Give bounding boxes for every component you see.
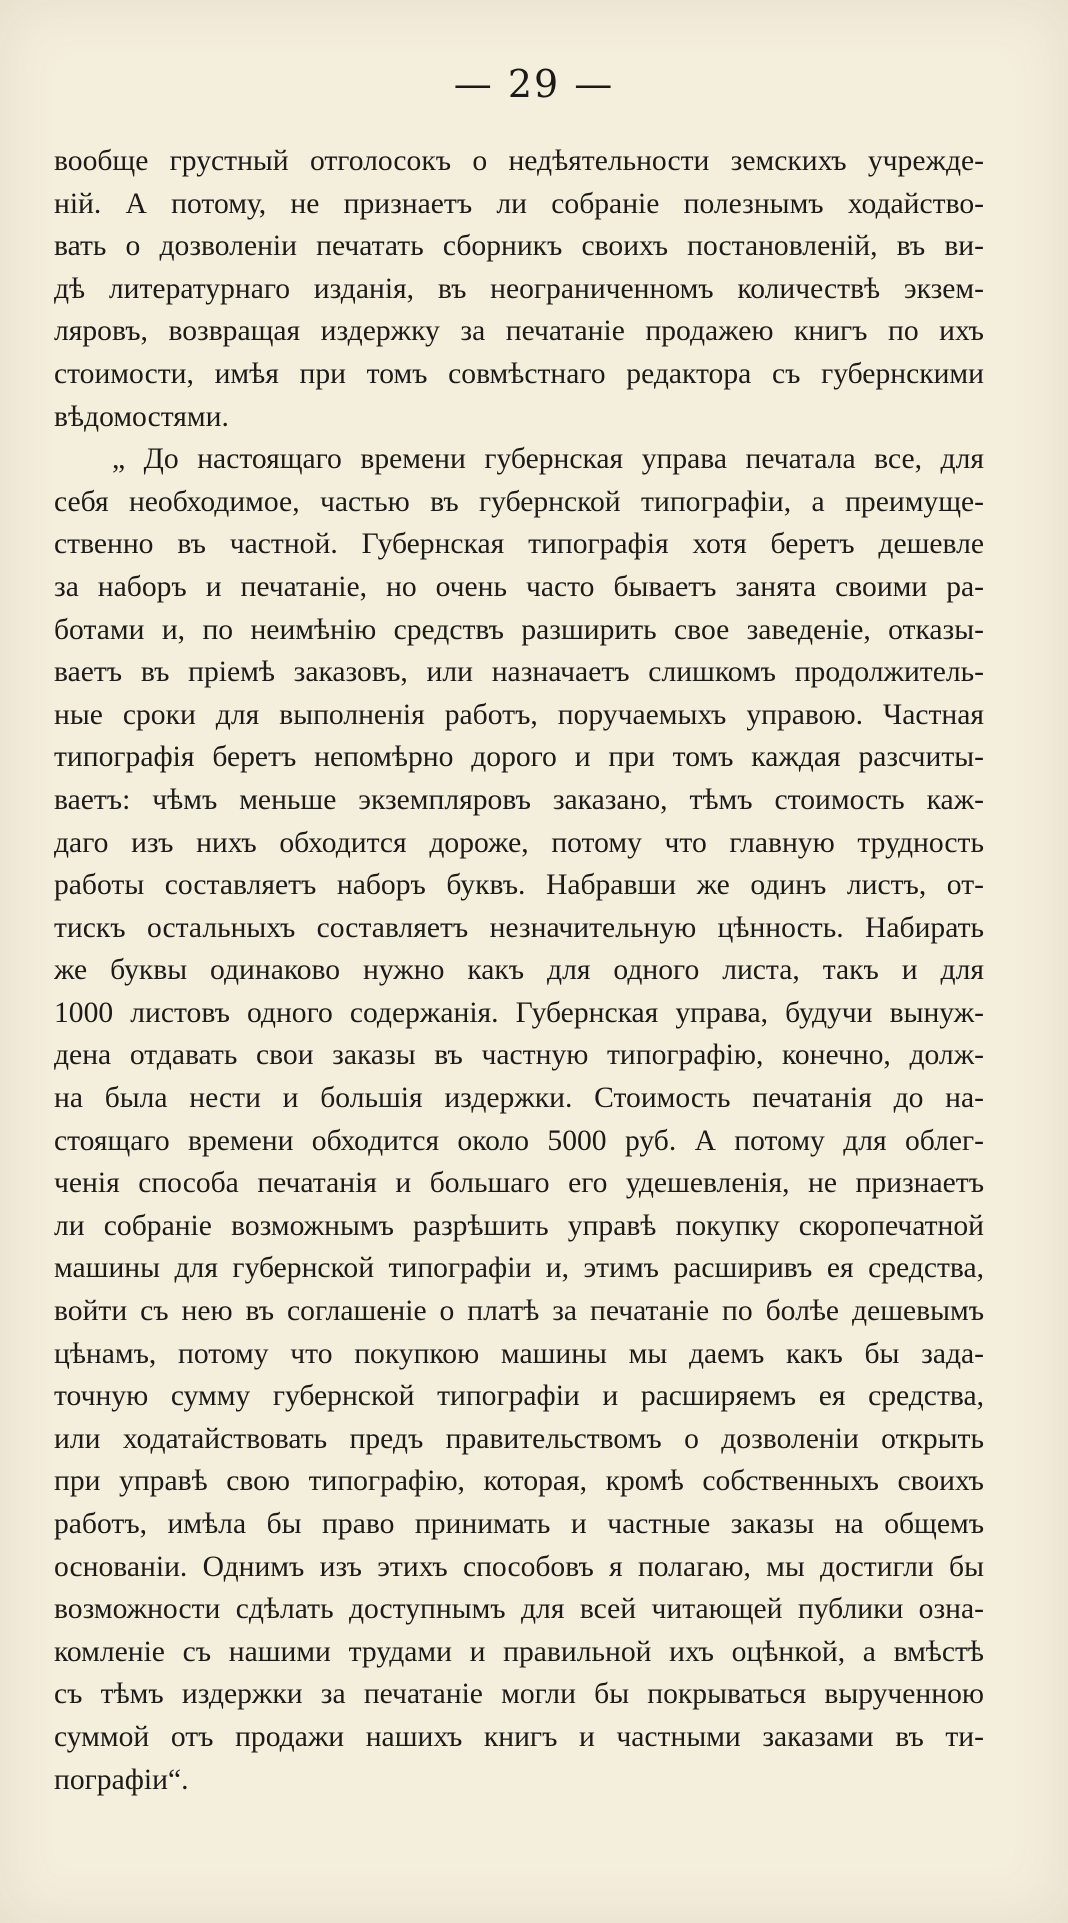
text-line: ваетъ въ пріемѣ заказовъ, или назначаетъ слишкомъ продолжитель-	[54, 656, 984, 689]
text-line: „ До настоящаго времени губернская управа печатала все, для	[112, 443, 984, 476]
text-line: цѣнамъ, потому что покупкою машины мы даемъ какъ бы зада-	[54, 1337, 984, 1370]
text-line: пографіи“.	[54, 1763, 189, 1796]
text-line: работы составляетъ наборъ буквъ. Набравши же одинъ листъ, от-	[54, 869, 984, 902]
text-line: возможности сдѣлать доступнымъ для всей читающей публики озна-	[54, 1593, 984, 1626]
text-line: же буквы одинаково нужно какъ для одного листа, такъ и для	[54, 954, 984, 987]
text-line: тискъ остальныхъ составляетъ незначительную цѣнность. Набирать	[54, 911, 984, 944]
text-line: войти съ нею въ соглашеніе о платѣ за печатаніе по болѣе дешевымъ	[54, 1295, 984, 1328]
text-line: стоящаго времени обходится около 5000 руб. А потому для облег-	[54, 1124, 984, 1157]
text-line: ляровъ, возвращая издержку за печатаніе продажею книгъ по ихъ	[54, 315, 984, 348]
text-line: на была нести и большія издержки. Стоимость печатанія до на-	[54, 1082, 984, 1115]
text-line: ченія способа печатанія и большаго его удешевленія, не признаетъ	[54, 1167, 984, 1200]
text-line: или ходатайствовать предъ правительствомъ о дозволеніи открыть	[54, 1422, 984, 1455]
text-line: ственно въ частной. Губернская типографія хотя беретъ дешевле	[54, 528, 984, 561]
text-line: дѣ литературнаго изданія, въ неограниченномъ количествѣ экзем-	[54, 272, 984, 305]
text-line: ли собраніе возможнымъ разрѣшить управѣ покупку скоропечатной	[54, 1209, 984, 1242]
text-line: машины для губернской типографіи и, этимъ расширивъ ея средства,	[54, 1252, 984, 1285]
text-line: вать о дозволеніи печатать сборникъ своихъ постановленій, въ ви-	[54, 230, 984, 263]
text-line: типографія беретъ непомѣрно дорого и при томъ каждая разсчиты-	[54, 741, 984, 774]
text-line: ные сроки для выполненія работъ, поручаемыхъ управою. Частная	[54, 698, 984, 731]
text-line: ботами и, по неимѣнію средствъ разширить свое заведеніе, отказы-	[54, 613, 984, 646]
text-line: вообще грустный отголосокъ о недѣятельности земскихъ учрежде-	[54, 145, 984, 177]
text-line: съ тѣмъ издержки за печатаніе могли бы покрываться вырученною	[54, 1678, 984, 1711]
text-line: вѣдомостями.	[54, 400, 229, 433]
paragraph-2	[54, 438, 984, 1801]
text-line: дена отдавать свои заказы въ частную типографію, конечно, долж-	[54, 1039, 984, 1072]
text-line: при управѣ свою типографію, которая, кромѣ собственныхъ своихъ	[54, 1465, 984, 1498]
text-body	[54, 140, 984, 1801]
text-line: суммой отъ продажи нашихъ книгъ и частными заказами въ ти-	[54, 1720, 984, 1753]
text-line: ній. А потому, не признаетъ ли собраніе полезнымъ ходайство-	[54, 187, 984, 220]
text-line: комленіе съ нашими трудами и правильной ихъ оцѣнкой, а вмѣстѣ	[54, 1635, 984, 1668]
page-number: — 29 —	[453, 62, 615, 106]
text-line: работъ, имѣла бы право принимать и частные заказы на общемъ	[54, 1508, 984, 1540]
text-line: даго изъ нихъ обходится дороже, потому что главную трудность	[54, 826, 984, 859]
text-line: 1000 листовъ одного содержанія. Губернская управа, будучи вынуж-	[54, 996, 984, 1029]
text-line: ваетъ: чѣмъ меньше экземпляровъ заказано, тѣмъ стоимость каж-	[54, 783, 984, 816]
paragraph-1	[54, 140, 984, 438]
text-line: стоимости, имѣя при томъ совмѣстнаго редактора съ губернскими	[54, 357, 984, 390]
text-line: основаніи. Однимъ изъ этихъ способовъ я полагаю, мы достигли бы	[54, 1550, 984, 1583]
text-line: себя необходимое, частью въ губернской типографіи, а преимуще-	[54, 485, 984, 518]
text-line: за наборъ и печатаніе, но очень часто бываетъ занята своими ра-	[54, 570, 984, 603]
text-line: точную сумму губернской типографіи и расширяемъ ея средства,	[54, 1380, 984, 1413]
